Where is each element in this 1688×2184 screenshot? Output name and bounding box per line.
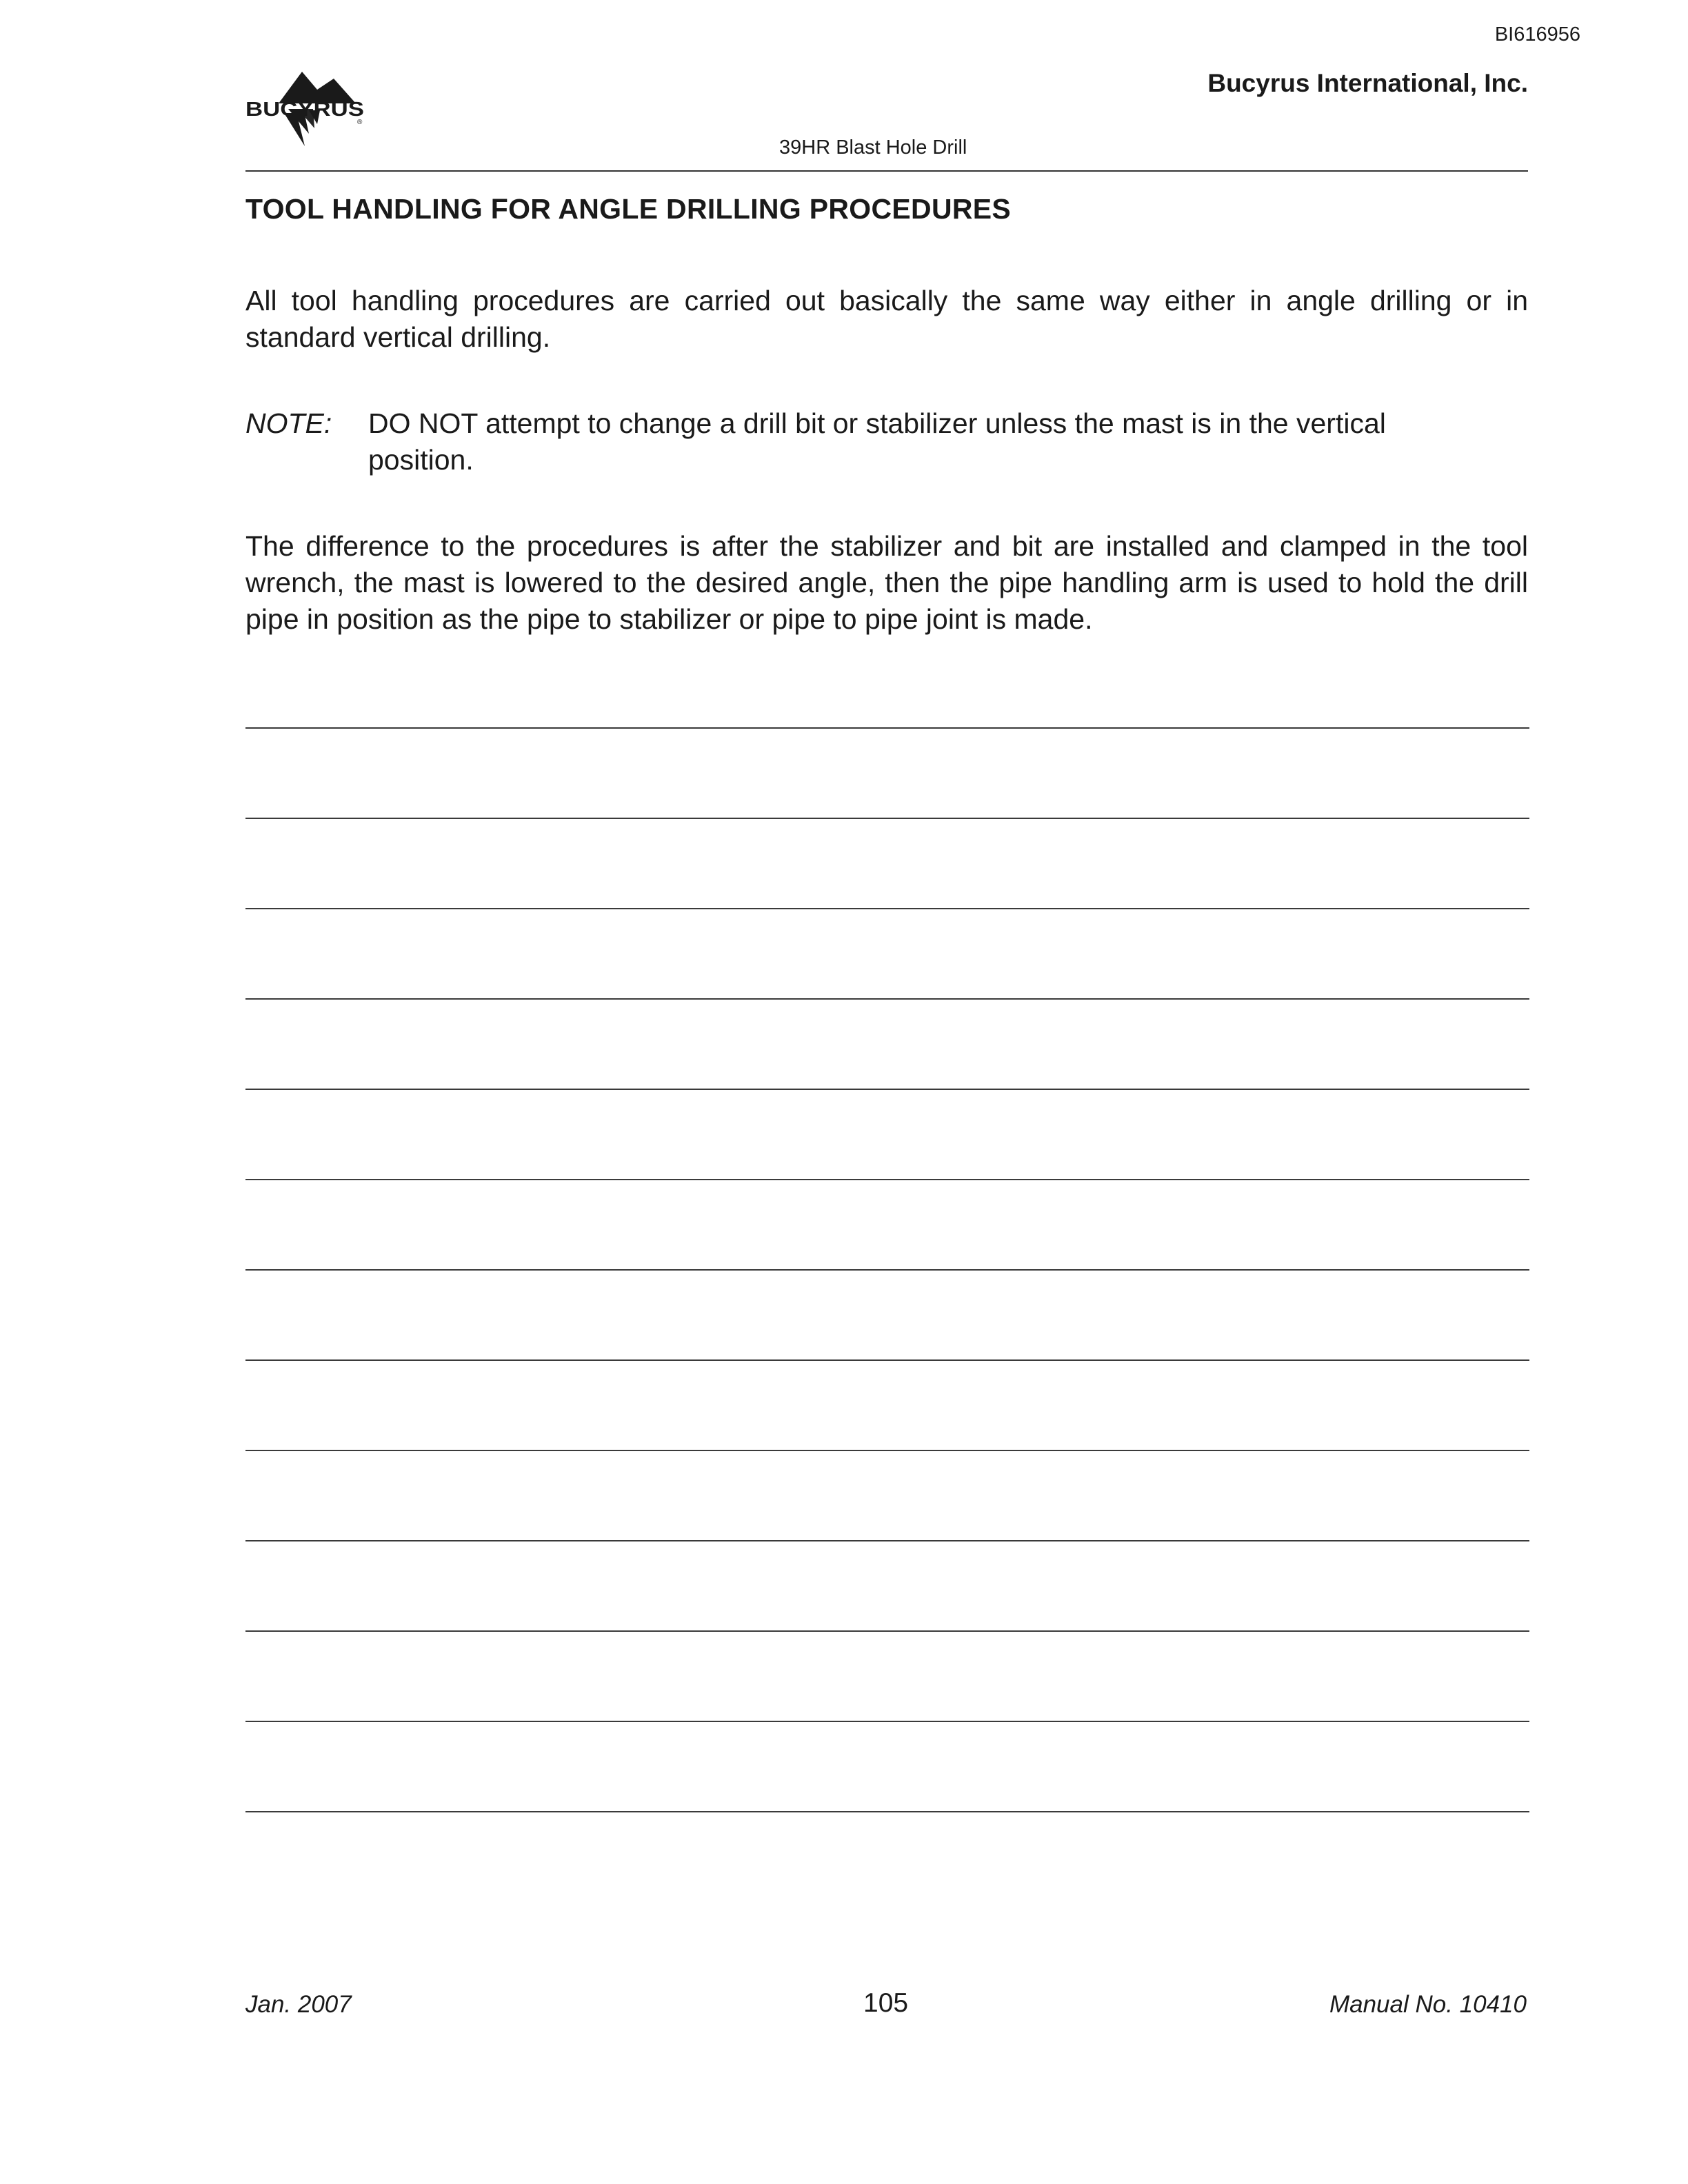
header-divider: [245, 170, 1528, 172]
logo-wordmark: BUCYRUS: [245, 99, 364, 121]
document-id: BI616956: [1494, 23, 1580, 46]
writing-line: [245, 1721, 1529, 1722]
bucyrus-logo: [245, 69, 370, 146]
writing-line: [245, 727, 1529, 729]
writing-line: [245, 998, 1529, 1000]
svg-text:®: ®: [357, 119, 363, 126]
page-number: 105: [863, 1988, 909, 2018]
writing-line: [245, 818, 1529, 819]
intro-paragraph: All tool handling procedures are carried out basically the same way either in angle drilling or in standard vertical drilling.: [245, 285, 1528, 353]
writing-line: [245, 1630, 1529, 1632]
writing-line: [245, 1450, 1529, 1451]
bucyrus-logo-icon: [245, 69, 370, 146]
writing-line: [245, 1089, 1529, 1090]
writing-line: [245, 1359, 1529, 1361]
writing-line: [245, 1540, 1529, 1541]
footer-date: Jan. 2007: [245, 1991, 352, 2018]
writing-line: [245, 908, 1529, 909]
product-name: 39HR Blast Hole Drill: [779, 136, 967, 159]
company-name: Bucyrus International, Inc.: [1207, 69, 1528, 97]
procedure-paragraph: The difference to the procedures is after the stabilizer and bit are installed and clamped in the tool wrench, the mast is lowered to the desired angle, then the pipe handling arm is used to hold the drill pipe in position as the pipe to stabilizer or pipe to pipe joint is made.: [245, 530, 1528, 635]
writing-line: [245, 1811, 1529, 1812]
notes-lines: [245, 727, 1529, 1901]
manual-number: Manual No. 10410: [1329, 1991, 1527, 2018]
section-title: TOOL HANDLING FOR ANGLE DRILLING PROCEDURES: [245, 193, 1012, 225]
note-text: DO NOT attempt to change a drill bit or stabilizer unless the mast is in the vertical position.: [368, 407, 1386, 476]
note-label: NOTE:: [245, 407, 332, 439]
writing-line: [245, 1179, 1529, 1180]
writing-line: [245, 1269, 1529, 1271]
